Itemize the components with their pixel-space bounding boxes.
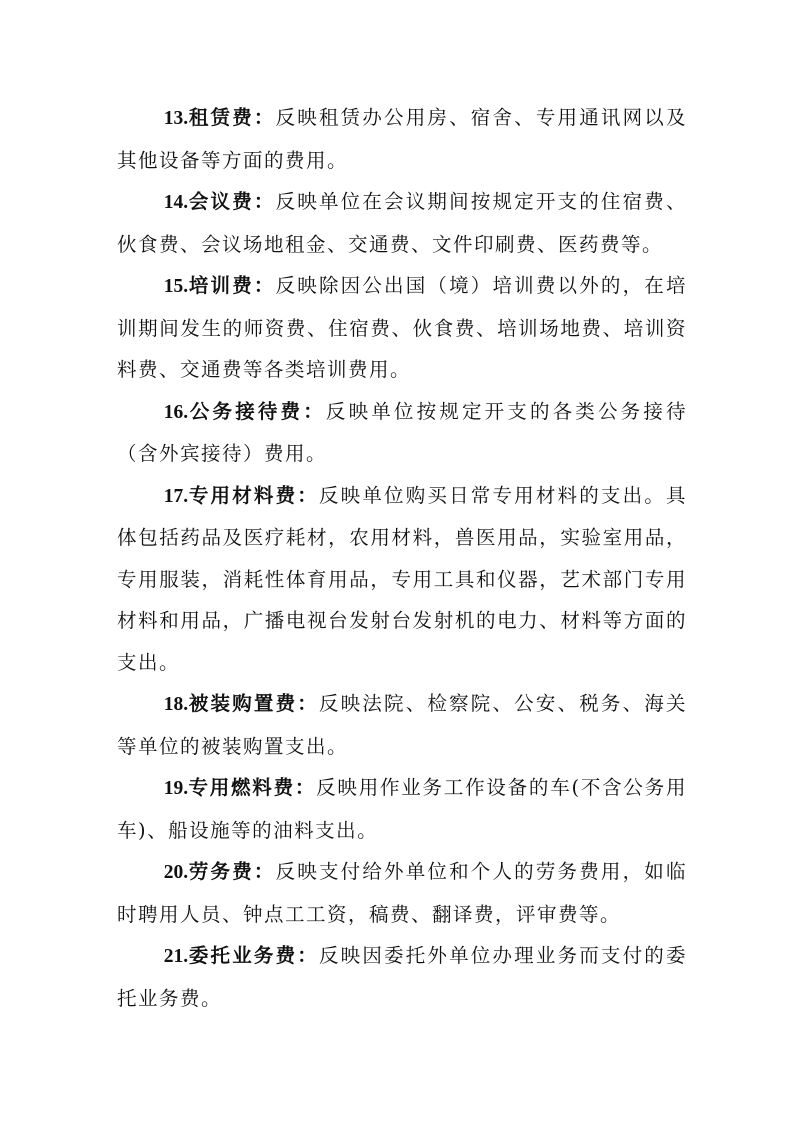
item-term: 专用材料费	[188, 483, 298, 507]
item-colon: ：	[297, 944, 319, 967]
item-description: 反映用作业务工作设备的车(不含公务用车)、船设施等的油料支出。	[117, 776, 687, 842]
item-colon: ：	[297, 483, 319, 507]
item-term: 公务接待费	[188, 399, 304, 423]
item-colon: ：	[253, 190, 276, 213]
item-term: 培训费	[188, 274, 254, 297]
item-term: 租赁费	[188, 106, 254, 129]
item-colon: ：	[253, 860, 276, 883]
paragraph-item-15	[117, 265, 687, 391]
paragraph-item-17	[117, 475, 687, 684]
item-colon: ：	[294, 776, 317, 799]
paragraph-item-20	[117, 851, 687, 935]
item-number: 21.	[163, 946, 189, 967]
item-number: 14.	[163, 192, 189, 213]
item-number: 20.	[163, 862, 189, 883]
paragraph-item-16	[117, 391, 687, 475]
item-term: 专用燃料费	[188, 776, 295, 799]
item-description: 反映除因公出国（境）培训费以外的，在培训期间发生的师资费、住宿费、伙食费、培训场地费、培训资料费、交通费等各类培训费用。	[117, 274, 687, 381]
item-number: 15.	[163, 276, 189, 297]
item-description: 反映单位在会议期间按规定开支的住宿费、伙食费、会议场地租金、交通费、文件印刷费、医药费等。	[117, 190, 687, 256]
item-description: 反映支付给外单位和个人的劳务费用，如临时聘用人员、钟点工工资，稿费、翻译费，评审费等。	[117, 860, 687, 926]
item-number: 16.	[163, 401, 189, 423]
item-number: 13.	[163, 108, 189, 129]
item-number: 17.	[163, 485, 189, 507]
item-colon: ：	[253, 274, 276, 297]
item-description: 反映单位购买日常专用材料的支出。具体包括药品及医疗耗材，农用材料，兽医用品，实验室用品，专用服装，消耗性体育用品，专用工具和仪器，艺术部门专用材料和用品，广播电视台发射台发射机的电力、材料等方面的支出。	[117, 483, 687, 674]
paragraph-item-19	[117, 767, 687, 851]
document-body	[117, 97, 687, 1019]
item-term: 委托业务费	[188, 944, 298, 967]
item-term: 劳务费	[188, 860, 254, 883]
item-description: 反映因委托外单位办理业务而支付的委托业务费。	[117, 944, 687, 1010]
item-description: 反映法院、检察院、公安、税务、海关等单位的被装购置支出。	[117, 692, 687, 758]
item-colon: ：	[253, 106, 276, 129]
item-colon: ：	[303, 399, 326, 423]
item-number: 19.	[163, 778, 189, 799]
paragraph-item-18	[117, 683, 687, 767]
paragraph-item-13	[117, 97, 687, 181]
item-term: 会议费	[188, 190, 254, 213]
paragraph-item-14	[117, 181, 687, 265]
item-description: 反映租赁办公用房、宿舍、专用通讯网以及其他设备等方面的费用。	[117, 106, 687, 172]
item-description: 反映单位按规定开支的各类公务接待（含外宾接待）费用。	[117, 399, 687, 465]
item-colon: ：	[297, 692, 319, 715]
item-term: 被装购置费	[188, 692, 298, 715]
paragraph-item-21	[117, 935, 687, 1019]
item-number: 18.	[163, 694, 189, 715]
